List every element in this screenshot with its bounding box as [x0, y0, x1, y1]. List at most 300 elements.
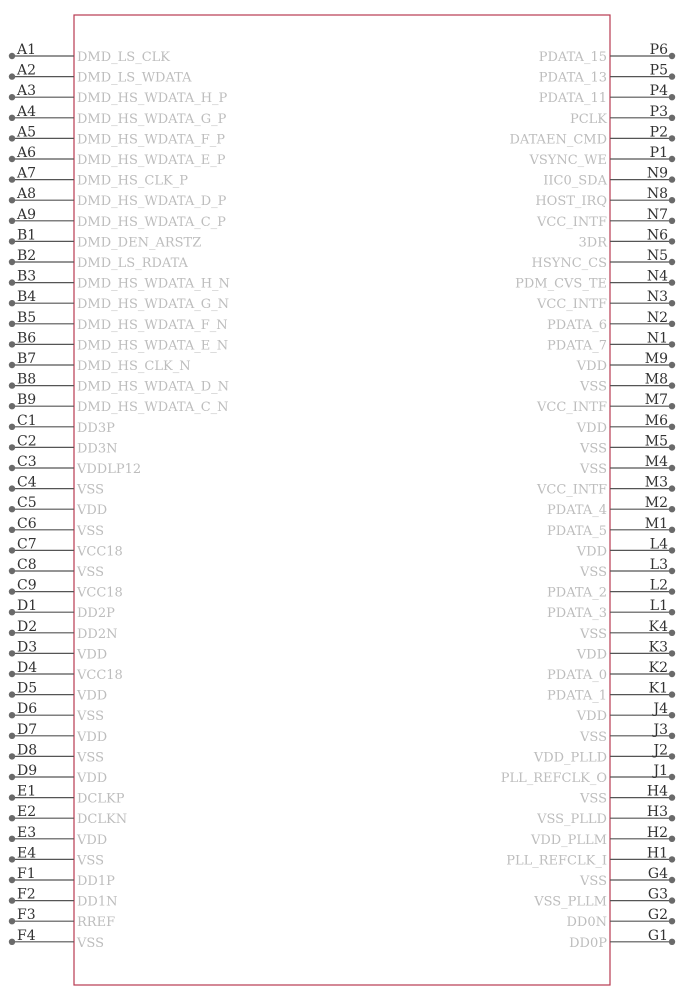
pin-end-dot [669, 300, 675, 306]
pin [579, 433, 675, 456]
pin [9, 248, 189, 271]
pin-number: A9 [17, 206, 37, 223]
pin-number: H1 [646, 845, 668, 862]
pin-number: J2 [653, 742, 668, 759]
pin-number: A3 [17, 83, 37, 100]
pin-end-dot [669, 939, 675, 945]
pin-number: M8 [644, 371, 668, 388]
pin [547, 310, 675, 333]
pin-name: VDD [77, 832, 108, 848]
pin [9, 42, 170, 65]
pin [9, 516, 104, 539]
pin-end-dot [9, 815, 15, 821]
pin-end-dot [669, 506, 675, 512]
pin [9, 413, 115, 436]
pin-end-dot [9, 321, 15, 327]
pin-name: VCC_INTF [537, 214, 607, 230]
pin-number: N5 [646, 248, 668, 264]
pin [9, 433, 118, 456]
pin-end-dot [9, 794, 15, 800]
pin-name: VSS [580, 626, 607, 642]
pin-name: VCC_INTF [537, 400, 607, 416]
pin [576, 413, 675, 436]
pin-number: D9 [17, 763, 38, 779]
pin [576, 351, 675, 374]
pin-name: DMD_HS_CLK_N [77, 359, 191, 374]
pin [547, 516, 675, 539]
left-pin-group [9, 42, 230, 951]
pin-number: K3 [648, 639, 668, 656]
pin-number: F2 [17, 886, 36, 903]
pin-end-dot [9, 465, 15, 471]
pin [533, 742, 675, 765]
pin-number: D7 [17, 721, 38, 738]
pin-end-dot [9, 836, 15, 842]
pin-number: A1 [17, 42, 37, 58]
pin [9, 557, 104, 580]
pin-name: DMD_HS_WDATA_H_P [77, 91, 228, 107]
pin [547, 330, 675, 353]
pin-number: M2 [644, 495, 668, 512]
pin-number: A8 [17, 186, 37, 203]
pin-name: DD1N [77, 894, 118, 910]
pin [9, 887, 118, 910]
pin-number: B6 [17, 330, 37, 347]
pin-name: HSYNC_CS [531, 256, 607, 271]
pin-number: C6 [17, 515, 37, 532]
pin-end-dot [9, 506, 15, 512]
pin-number: G1 [647, 927, 668, 944]
pin [579, 454, 675, 477]
pin-name: DATAEN_CMD [509, 132, 607, 148]
pin-name: VSYNC_WE [529, 153, 607, 168]
pin [510, 124, 676, 147]
pin-end-dot [9, 939, 15, 945]
pin [501, 763, 675, 786]
pin-end-dot [9, 588, 15, 594]
pin-end-dot [9, 53, 15, 59]
pin [579, 722, 675, 745]
pin [9, 166, 188, 189]
pin-number: D2 [17, 618, 38, 635]
pin-end-dot [9, 403, 15, 409]
pin-name: DD2P [77, 606, 115, 622]
pin-end-dot [669, 897, 675, 903]
pin-name: IIC0_SDA [543, 173, 607, 189]
pin-end-dot [669, 156, 675, 162]
pin-end-dot [669, 836, 675, 842]
pin [567, 907, 676, 930]
pin-name: DMD_HS_WDATA_C_P [77, 214, 226, 230]
pin [9, 907, 115, 930]
pin-name: PDATA_0 [547, 668, 607, 683]
pin [579, 784, 675, 807]
pin-end-dot [9, 547, 15, 553]
pin-end-dot [669, 218, 675, 224]
pin [547, 598, 675, 621]
pin [9, 866, 115, 889]
pin-name: PDATA_11 [538, 91, 607, 107]
pin-end-dot [669, 527, 675, 533]
pin-name: PDATA_4 [547, 503, 607, 519]
pin-end-dot [669, 856, 675, 862]
pin-number: C9 [17, 577, 37, 594]
pin-end-dot [669, 115, 675, 121]
pin-number: D8 [17, 742, 38, 759]
pin [9, 207, 226, 230]
pin [9, 124, 225, 147]
pin-name: VSS [77, 853, 104, 869]
pin-number: N2 [646, 309, 668, 326]
pin-end-dot [9, 135, 15, 141]
pin [543, 166, 675, 189]
pin-end-dot [669, 424, 675, 430]
pin-end-dot [669, 877, 675, 883]
pin-name: VDD [77, 647, 108, 663]
pin-end-dot [669, 279, 675, 285]
pin-name: VDDLP12 [77, 462, 142, 477]
pin-end-dot [669, 321, 675, 327]
pin [9, 495, 107, 518]
pin-number: C2 [17, 433, 37, 450]
pin-name: VCC_INTF [537, 482, 607, 498]
pin-name: VSS [580, 791, 607, 807]
pin-number: F3 [17, 907, 36, 924]
pin-name: VSS [77, 750, 104, 766]
pin-end-dot [669, 918, 675, 924]
pin-end-dot [669, 568, 675, 574]
pin-end-dot [9, 856, 15, 862]
pin-end-dot [669, 671, 675, 677]
pin-name: VDD_PLLM [530, 832, 607, 848]
pin-end-dot [9, 176, 15, 182]
pin-end-dot [9, 753, 15, 759]
pin [579, 227, 676, 250]
pin-end-dot [669, 588, 675, 594]
pin-number: J3 [653, 721, 668, 738]
pin-end-dot [669, 238, 675, 244]
pin-end-dot [669, 403, 675, 409]
pin [9, 83, 228, 106]
pin-end-dot [669, 53, 675, 59]
pin-name: PDATA_3 [547, 606, 607, 622]
pin-name: DD2N [77, 626, 118, 642]
pin-name: DMD_HS_WDATA_G_N [77, 297, 229, 313]
pin-number: P4 [649, 83, 668, 100]
pin-end-dot [9, 485, 15, 491]
pin-end-dot [669, 650, 675, 656]
pin-end-dot [669, 547, 675, 553]
pin-name: VDD [576, 709, 607, 725]
pin-end-dot [669, 135, 675, 141]
pin-number: P2 [649, 124, 668, 141]
pin-name: VDD [77, 688, 108, 704]
pin-number: N6 [646, 227, 668, 244]
pin [9, 269, 230, 292]
pin-number: A7 [17, 165, 37, 182]
pin-name: DD3N [77, 441, 118, 457]
pin-end-dot [669, 753, 675, 759]
pin-end-dot [669, 630, 675, 636]
pin-name: VSS [580, 462, 607, 477]
pin-end-dot [9, 238, 15, 244]
pin-number: M6 [644, 412, 668, 429]
pin-end-dot [9, 382, 15, 388]
pin-name: VCC_INTF [537, 297, 607, 313]
pin-name: RREF [77, 915, 116, 931]
pin-number: E4 [17, 845, 37, 862]
pin [579, 372, 675, 395]
pin [536, 289, 675, 312]
pin-name: VSS [580, 565, 607, 580]
pin-name: PDM_CVS_TE [515, 276, 607, 292]
pin-number: D3 [17, 639, 38, 656]
pin-number: B2 [17, 248, 37, 264]
pin-number: B9 [17, 392, 37, 409]
pin-number: H2 [646, 824, 668, 841]
pin-end-dot [9, 568, 15, 574]
pin-number: A5 [17, 124, 37, 141]
pin-end-dot [669, 94, 675, 100]
pin-end-dot [669, 197, 675, 203]
pin-end-dot [9, 279, 15, 285]
pin-end-dot [9, 362, 15, 368]
pin-end-dot [9, 341, 15, 347]
pin [576, 701, 675, 724]
pin-name: DMD_HS_WDATA_F_P [77, 132, 225, 148]
pin [579, 866, 675, 889]
pin-end-dot [9, 424, 15, 430]
pin-number: P6 [649, 42, 668, 58]
pin-end-dot [9, 897, 15, 903]
pin-name: DMD_LS_RDATA [77, 256, 188, 271]
pin-end-dot [9, 774, 15, 780]
pin-end-dot [9, 94, 15, 100]
pin-name: DMD_LS_CLK [77, 50, 170, 65]
pin [9, 310, 228, 333]
pin [9, 536, 123, 559]
pin [547, 660, 675, 683]
pin-number: J4 [653, 701, 668, 718]
pin-number: P3 [649, 103, 668, 120]
pin-number: M3 [644, 474, 668, 491]
pin-number: D5 [17, 680, 38, 697]
pin-name: DMD_HS_WDATA_E_P [77, 153, 226, 168]
pin-end-dot [669, 382, 675, 388]
pin [9, 598, 115, 621]
pin-name: VSS [77, 523, 104, 539]
pin-end-dot [9, 712, 15, 718]
pin-name: DMD_HS_WDATA_C_N [77, 400, 229, 416]
right-pin-group [501, 42, 675, 951]
pin [528, 145, 675, 168]
pin-name: DMD_HS_WDATA_H_N [77, 276, 230, 292]
pin-number: E2 [17, 804, 37, 821]
pin-name: VDD [77, 729, 108, 745]
pin [9, 722, 107, 745]
pin-end-dot [669, 362, 675, 368]
pin-number: L2 [649, 577, 668, 594]
pin [535, 186, 675, 209]
pin-number: A2 [17, 62, 37, 79]
pin-end-dot [9, 115, 15, 121]
pin-number: F4 [17, 927, 36, 944]
pin-end-dot [669, 609, 675, 615]
pin [9, 351, 191, 374]
pin [9, 289, 229, 312]
pin-end-dot [669, 259, 675, 265]
pin-name: DD3P [77, 420, 115, 436]
pin-end-dot [669, 794, 675, 800]
pin-name: VSS [77, 935, 104, 951]
pin-end-dot [9, 197, 15, 203]
pin [576, 639, 675, 662]
pin-number: J1 [653, 763, 668, 779]
pin-name: DMD_LS_WDATA [77, 70, 192, 86]
pin [532, 248, 676, 271]
pin [506, 845, 675, 868]
pin-end-dot [669, 712, 675, 718]
pin-end-dot [669, 733, 675, 739]
pin-end-dot [9, 691, 15, 697]
pin-name: PLL_REFCLK_I [506, 853, 607, 869]
pin-name: VSS [580, 874, 607, 889]
pin-name: DMD_HS_WDATA_D_P [77, 194, 227, 210]
pin-end-dot [9, 650, 15, 656]
pin-number: E3 [17, 824, 37, 841]
pin-number: G2 [647, 907, 668, 924]
pin [9, 660, 123, 683]
pin-number: L3 [649, 557, 668, 573]
pin-name: DMD_HS_CLK_P [77, 173, 188, 189]
pin-end-dot [9, 671, 15, 677]
pin [547, 495, 675, 518]
pin-number: B3 [17, 268, 37, 285]
pin [9, 619, 118, 642]
pin-name: VDD [77, 503, 108, 519]
pin-name: VDD [576, 359, 607, 374]
pin [9, 104, 227, 127]
pin-name: PDATA_13 [538, 70, 607, 86]
pin [547, 578, 675, 601]
pin [9, 63, 192, 86]
pin-number: L4 [649, 536, 668, 553]
pin-name: DMD_HS_WDATA_F_N [77, 317, 228, 333]
pin-end-dot [9, 444, 15, 450]
pin [9, 681, 107, 704]
pin-name: PCLK [569, 111, 607, 127]
pin [576, 536, 675, 559]
pin-name: DMD_HS_WDATA_G_P [77, 111, 227, 127]
pin-number: F1 [17, 866, 36, 882]
pin-end-dot [669, 691, 675, 697]
pin [539, 42, 675, 65]
pin [9, 475, 104, 498]
pin-name: VSS [580, 729, 607, 745]
pin-end-dot [9, 156, 15, 162]
pin-name: VDD [77, 771, 108, 786]
pin-name: PDATA_1 [547, 688, 607, 704]
pin-end-dot [669, 444, 675, 450]
pin [9, 804, 127, 827]
pin-end-dot [669, 73, 675, 79]
pin-name: DD0P [569, 935, 607, 951]
pin-number: K1 [648, 680, 668, 697]
pin [579, 557, 675, 580]
pin-number: C4 [17, 474, 37, 491]
pin [9, 701, 104, 724]
pin-number: N9 [646, 165, 668, 182]
pin-name: PDATA_2 [547, 585, 607, 601]
pin [536, 804, 675, 827]
pin-number: C3 [17, 454, 37, 470]
pin [515, 269, 675, 292]
pin [569, 928, 675, 951]
pin-number: B4 [17, 289, 37, 306]
pin-name: VSS_PLLM [534, 894, 607, 910]
pin [9, 578, 123, 601]
pin-number: B5 [17, 309, 37, 326]
pin-number: K4 [648, 618, 668, 635]
pin [539, 63, 675, 86]
pin-name: PDATA_6 [547, 317, 607, 333]
pin-name: PDATA_5 [547, 523, 607, 539]
pin [539, 83, 675, 106]
pin-name: DMD_HS_WDATA_E_N [77, 338, 229, 354]
pin-number: M1 [644, 515, 668, 532]
pin-end-dot [669, 341, 675, 347]
pin-number: P1 [649, 145, 668, 161]
pin-end-dot [9, 73, 15, 79]
pin-number: B7 [17, 351, 37, 367]
pin-number: M9 [644, 351, 668, 367]
pin-number: A4 [17, 103, 37, 120]
pin-name: VSS_PLLD [537, 812, 607, 828]
pin [533, 887, 675, 910]
pin-name: DMD_DEN_ARSTZ [77, 235, 202, 251]
pin-name: VSS [580, 441, 607, 457]
pin [9, 928, 104, 951]
pin-number: C5 [17, 495, 37, 512]
pin-name: HOST_IRQ [535, 194, 607, 210]
pin [9, 742, 104, 765]
pin-number: N1 [646, 330, 668, 347]
pin-number: B1 [17, 227, 37, 244]
pin [9, 392, 229, 415]
pin-end-dot [9, 918, 15, 924]
pin-end-dot [669, 465, 675, 471]
pin-end-dot [669, 815, 675, 821]
pin-end-dot [9, 630, 15, 636]
pin-number: C7 [17, 536, 37, 553]
pin [9, 825, 107, 848]
pin-number: H3 [646, 804, 668, 821]
pin [9, 845, 104, 868]
pin-end-dot [669, 485, 675, 491]
pin [9, 227, 201, 250]
pin-name: DD0N [566, 915, 607, 931]
pin-name: VCC18 [77, 544, 123, 560]
pin [9, 145, 226, 168]
pin [530, 825, 675, 848]
pin-end-dot [9, 609, 15, 615]
pin-number: H4 [646, 783, 668, 800]
pin [570, 104, 675, 127]
pin-number: N7 [646, 206, 668, 223]
pin-name: PLL_REFCLK_O [500, 771, 607, 786]
pin-number: B8 [17, 371, 37, 388]
pin-name: VDD_PLLD [533, 750, 607, 766]
